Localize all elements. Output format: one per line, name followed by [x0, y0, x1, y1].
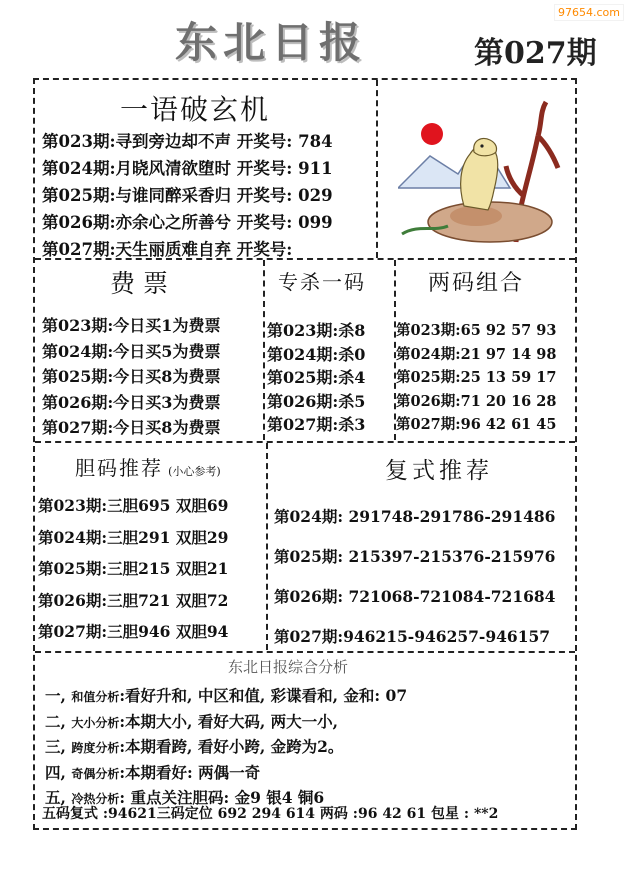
fushi-heading: 复式推荐 [385, 458, 493, 484]
analysis-row [45, 710, 407, 736]
pair-line: 第027期:96 42 61 45 [396, 416, 557, 433]
fushi-list [274, 497, 555, 657]
dan-line: 第024期:三胆291 双胆29 [38, 527, 229, 547]
analysis-text: : 重点关注胆码: 金9 银4 铜6 [119, 788, 325, 807]
dan-note: (小心参考) [168, 465, 221, 478]
analysis-label: 跨度分析 [71, 741, 120, 755]
fei-line: 第024期:今日买5为费票 [42, 341, 221, 361]
dan-line: 第027期:三胆946 双胆94 [38, 622, 229, 641]
fushi-line: 第024期: 291748-291786-291486 [274, 507, 556, 526]
issue-number: 第027期 [474, 36, 597, 71]
analysis-num: 一, [45, 686, 66, 705]
kill-line: 第024期:杀0 [267, 344, 366, 364]
riddle-list [42, 128, 333, 263]
analysis-num: 二, [45, 711, 66, 731]
kill-line: 第023期:杀8 [267, 321, 366, 340]
fei-list [42, 313, 220, 441]
kill-line: 第027期:杀3 [267, 415, 366, 434]
analysis-text: :本期看好: 两偶一奇 [119, 762, 261, 782]
analysis-label: 奇偶分析 [71, 766, 120, 781]
section-divider [35, 441, 575, 443]
analysis-num: 四, [45, 762, 66, 782]
analysis-footer: 五码复式 :94621三码定位 692 294 614 两码 :96 42 61 包星 : **2 [42, 806, 499, 822]
section-divider [266, 443, 268, 650]
dan-heading-text: 胆码推荐 [75, 456, 163, 480]
fei-line: 第027期:今日买8为费票 [42, 418, 221, 437]
section-divider [263, 260, 265, 440]
fushi-line: 第026期: 721068-721084-721684 [274, 587, 556, 606]
analysis-text: :本期大小, 看好大码, 两大一小, [119, 711, 339, 731]
pair-line: 第023期:65 92 57 93 [396, 322, 557, 339]
riddle-line: 第023期:寻到旁边却不声 开奖号: 784 [42, 132, 333, 151]
riddle-heading: 一语破玄机 [120, 93, 271, 126]
pair-line: 第024期:21 97 14 98 [396, 345, 557, 363]
section-divider [35, 258, 575, 260]
fushi-line: 第027期:946215-946257-946157 [274, 627, 551, 646]
riddle-line: 第026期:亦余心之所善兮 开奖号: 099 [42, 213, 333, 232]
analysis-row [45, 684, 407, 710]
section-divider [35, 651, 575, 653]
dan-list [38, 490, 228, 648]
analysis-heading: 东北日报综合分析 [228, 658, 349, 676]
analysis-list [45, 684, 407, 812]
riddle-line: 第025期:与谁同醉采香归 开奖号: 029 [42, 186, 333, 205]
pair-line: 第025期:25 13 59 17 [396, 369, 557, 386]
riddle-line: 第024期:月晓风清欲堕时 开奖号: 911 [42, 159, 333, 178]
fushi-line: 第025期: 215397-215376-215976 [274, 547, 556, 566]
fei-line: 第023期:今日买1为费票 [42, 316, 221, 335]
section-divider [376, 80, 378, 258]
analysis-num: 五, [45, 788, 66, 807]
analysis-num: 三, [45, 737, 66, 756]
analysis-row [45, 761, 407, 787]
fei-line: 第025期:今日买8为费票 [42, 367, 221, 386]
dog-on-rock-icon [398, 96, 566, 246]
site-watermark: 97654.com [554, 4, 624, 21]
kill-line: 第025期:杀4 [267, 368, 366, 387]
kill-heading: 专杀一码 [278, 270, 366, 294]
dan-line: 第023期:三胆695 双胆69 [38, 496, 229, 515]
newspaper-title: 东北日报 [175, 18, 368, 67]
pair-line: 第026期:71 20 16 28 [396, 392, 557, 410]
analysis-text: :看好升和, 中区和值, 彩谍看和, 金和: 07 [119, 686, 408, 705]
kill-list [267, 319, 365, 437]
dan-line: 第025期:三胆215 双胆21 [38, 559, 229, 578]
analysis-label: 大小分析 [71, 715, 120, 730]
dan-line: 第026期:三胆721 双胆72 [38, 590, 229, 610]
pair-heading: 两码组合 [428, 271, 525, 296]
fei-line: 第026期:今日买3为费票 [42, 392, 221, 412]
dan-heading [75, 452, 221, 481]
kill-line: 第026期:杀5 [267, 391, 366, 411]
pair-list [396, 319, 556, 437]
analysis-label: 和值分析 [71, 690, 120, 704]
fei-heading: 费票 [110, 269, 177, 298]
analysis-text: :本期看跨, 看好小跨, 金跨为2。 [119, 737, 344, 756]
analysis-label: 冷热分析 [71, 792, 120, 806]
analysis-row [45, 735, 407, 761]
riddle-line: 第027期:天生丽质难自弃 开奖号: [42, 240, 293, 259]
